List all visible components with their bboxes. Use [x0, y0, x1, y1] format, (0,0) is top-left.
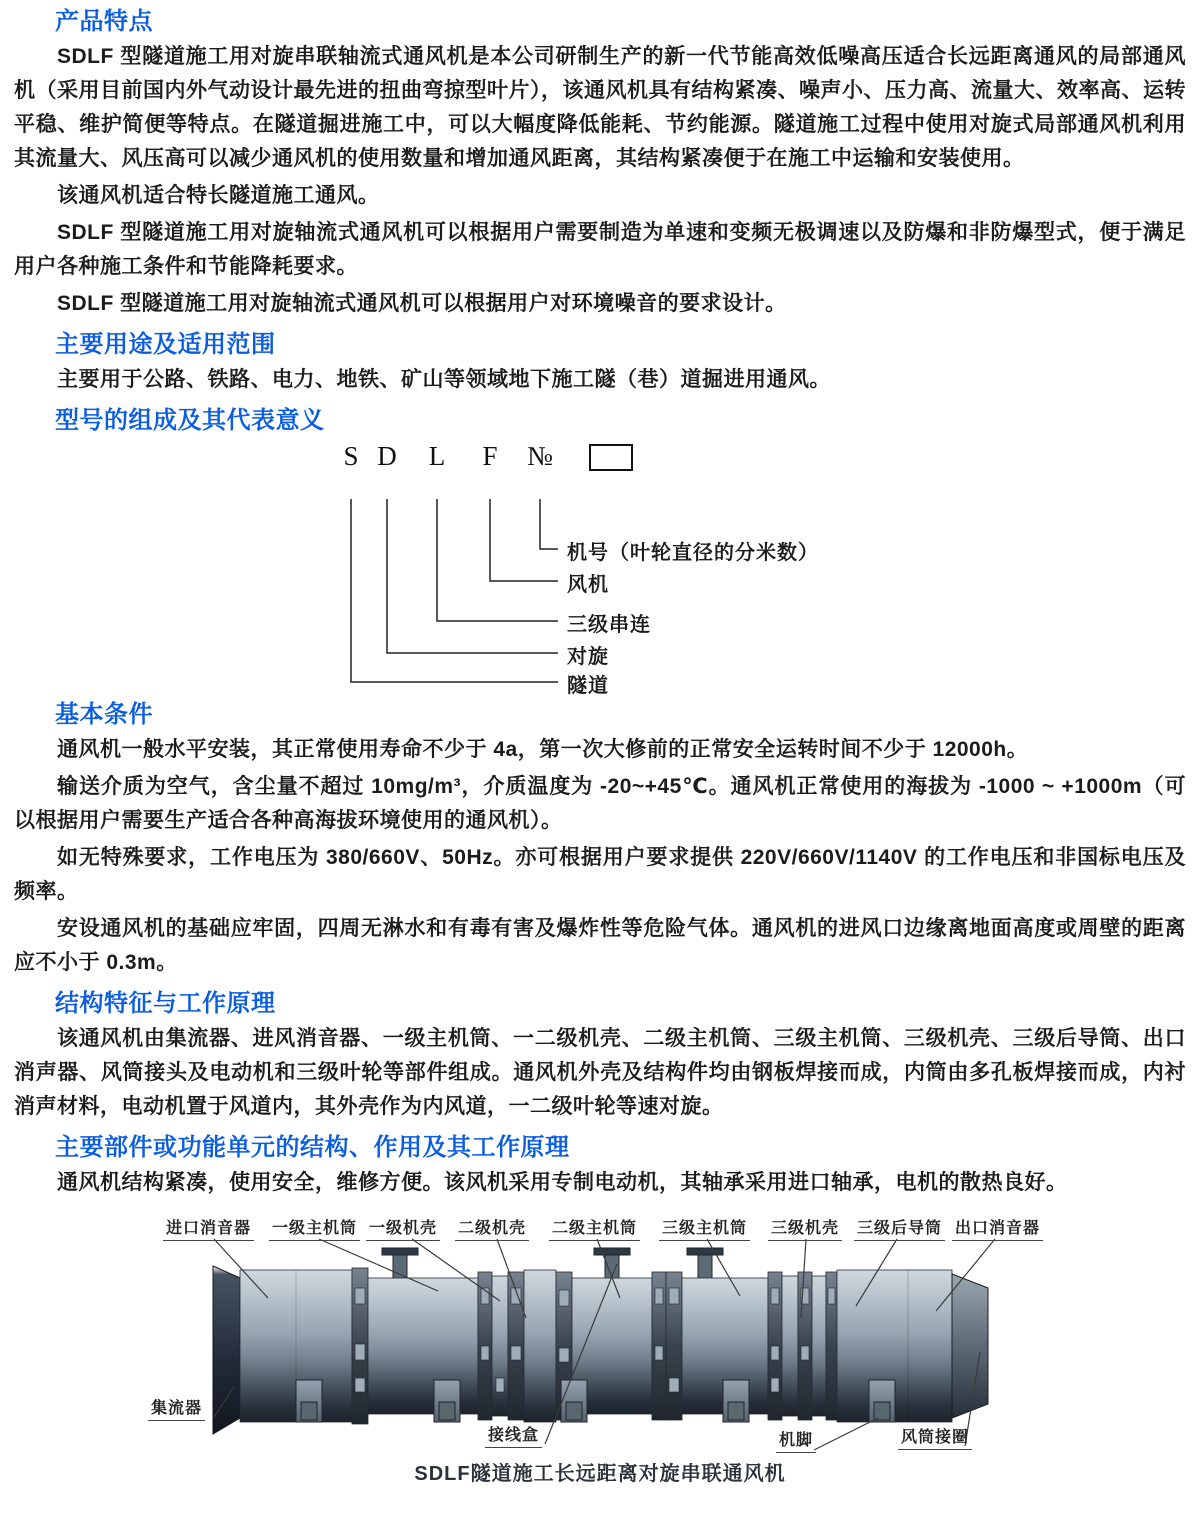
model-label-three-stage-series: 三级串连 [567, 614, 651, 636]
basic-paragraph-3: 如无特殊要求，工作电压为 380/660V、50Hz。亦可根据用户要求提供 220V/660V/1140V 的工作电压和非国标电压及频率。 [14, 846, 1186, 903]
features-paragraph-2: 该通风机适合特长隧道施工通风。 [57, 184, 380, 207]
basic-paragraph-2: 输送介质为空气，含尘量不超过 10mg/m³，介质温度为 -20~+45℃。通风机正常使用的海拔为 -1000 ~ +1000m（可以根据用户需要生产适合各种高海拔环境使用的通风机）。 [14, 775, 1186, 832]
structure-paragraph-1: 该通风机由集流器、进风消音器、一级主机筒、一二级机壳、二级主机筒、三级主机筒、三级机壳、三级后导筒、出口消声器、风筒接头及电动机和三级叶轮等部件组成。通风机外壳及结构件均由钢板焊接而成，内筒由多孔板焊接而成，内衬消声材料，电动机置于风道内，其外壳作为内风道，一二级叶轮等速对旋。 [14, 1027, 1186, 1118]
uses-paragraph-1: 主要用于公路、铁路、电力、地铁、矿山等领域地下施工隧（巷）道掘进用通风。 [57, 368, 831, 391]
stage12-casing-body [524, 1270, 556, 1422]
model-number-box [589, 444, 633, 471]
fig-label-stage1-main-barrel: 一级主机筒 [269, 1215, 360, 1241]
collector-bell-mouth [213, 1266, 240, 1434]
model-letter-s: S [343, 441, 359, 471]
model-label-fan-number: 机号（叶轮直径的分米数） [567, 542, 819, 564]
model-letter-f: F [482, 441, 498, 471]
model-label-fan: 风机 [567, 574, 609, 596]
model-label-tunnel: 隧道 [567, 675, 609, 697]
fig-label-stage3-casing: 三级机壳 [768, 1215, 842, 1241]
figure-caption: SDLF隧道施工长远距离对旋串联通风机 [414, 1463, 786, 1485]
features-paragraph-4: SDLF 型隧道施工用对旋轴流式通风机可以根据用户对环境噪音的要求设计。 [57, 292, 787, 315]
fig-label-duct-connection-ring: 风筒接圈 [898, 1424, 972, 1450]
fig-label-stage1-casing: 一级机壳 [366, 1215, 440, 1241]
model-letter-d: D [377, 441, 397, 471]
model-label-contra-rotating: 对旋 [567, 646, 609, 668]
section-heading-basic: 基本条件 [55, 701, 153, 728]
features-paragraph-3: SDLF 型隧道施工用对旋轴流式通风机可以根据用户需要制造为单速和变频无极调速以及防爆和非防爆型式，便于满足用户各种施工条件和节能降耗要求。 [14, 221, 1186, 278]
fig-label-rear-guide-barrel: 三级后导筒 [854, 1215, 945, 1241]
fig-label-outlet-silencer: 出口消音器 [952, 1215, 1043, 1241]
fan-technical-figure [0, 1206, 1200, 1514]
section-heading-parts: 主要部件或功能单元的结构、作用及其工作原理 [55, 1134, 570, 1161]
basic-paragraph-1: 通风机一般水平安装，其正常使用寿命不少于 4a，第一次大修前的正常安全运转时间不少于 12000h。 [57, 738, 1029, 761]
section-heading-uses: 主要用途及适用范围 [55, 331, 276, 358]
fig-label-junction-box: 接线盒 [485, 1422, 542, 1448]
duct-connection-ring-shape [952, 1274, 988, 1418]
parts-paragraph-1: 通风机结构紧凑，使用安全，维修方便。该风机采用专制电动机，其轴承采用进口轴承，电机的散热良好。 [57, 1171, 1068, 1194]
section-heading-features: 产品特点 [55, 8, 153, 35]
basic-paragraph-4: 安设通风机的基础应牢固，四周无淋水和有毒有害及爆炸性等危险气体。通风机的进风口边缘离地面高度或周壁的距离应不小于 0.3m。 [14, 917, 1186, 974]
features-paragraph-1: SDLF 型隧道施工用对旋串联轴流式通风机是本公司研制生产的新一代节能高效低噪高压适合长远距离通风的局部通风机（采用目前国内外气动设计最先进的扭曲弯掠型叶片），该通风机具有结构紧凑、噪声小、压力高、流量大、效率高、运转平稳、维护简便等特点。在隧道掘进施工中，可以大幅度降低能耗、节约能源。隧道施工过程中使用对旋式局部通风机利用其流量大、风压高可以减少通风机的使用数量和增加通风距离，其结构紧凑便于在施工中运输和安装使用。 [14, 45, 1186, 170]
fig-label-machine-foot: 机脚 [776, 1427, 816, 1453]
model-composition-diagram [0, 439, 1200, 697]
fig-label-stage2-main-barrel: 二级主机筒 [549, 1215, 640, 1241]
model-letter-no: № [527, 441, 553, 471]
fig-label-stage2-casing: 二级机壳 [455, 1215, 529, 1241]
fig-label-stage3-main-barrel: 三级主机筒 [659, 1215, 750, 1241]
fig-label-collector: 集流器 [148, 1395, 205, 1421]
model-letter-l: L [428, 441, 446, 471]
fig-label-inlet-silencer: 进口消音器 [163, 1215, 254, 1241]
section-heading-model: 型号的组成及其代表意义 [55, 407, 325, 434]
stage1-main-barrel-body [368, 1278, 478, 1414]
section-heading-structure: 结构特征与工作原理 [55, 990, 276, 1017]
